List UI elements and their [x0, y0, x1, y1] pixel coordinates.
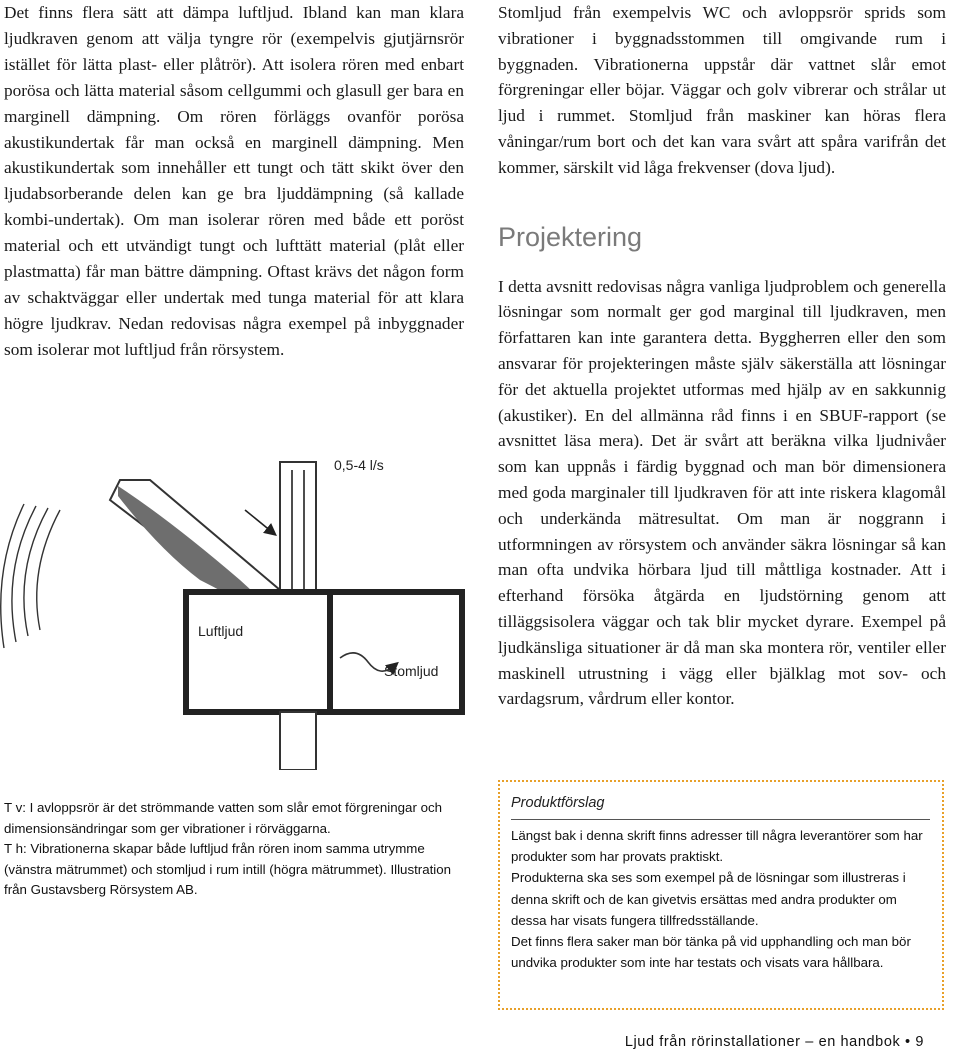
product-box-paragraph-2: Produkterna ska ses som exempel på de lösningar som illustreras i denna skrift och de kan givetvis ersättas med andra produkter om dessa har visats fungera tillfredsställande.: [511, 870, 906, 928]
sound-waves-left: [1, 504, 60, 648]
footer-title: Ljud från rörinstallationer: [624, 1034, 801, 1050]
right-body-paragraph: I detta avsnitt redovisas några vanliga ljudproblem och generella lösningar som normalt ger god marginal till ljudkraven, men författaren kan inte garantera detta. Byggherren eller den som ansvarar för projekteringen måste själv säkerställa att lösningar för det aktuella projektet utformas med hjälp av en sakkunnig (akustiker). En del allmänna råd finns i en SBUF-rapport (se avsnittet läsa mera). Det är svårt att beräkna vilka ljudnivåer som kan uppnås i färdig byggnad och man bör dimensionera med goda marginaler till ljudkraven för att inte riskera klagomål och underkända mätresultat. Om man är noggrann i utformningen av rörsystem och använder säkra lösningar så kan man ofta undvika hörbara ljud till måttliga kostnader. Att i efterhand försöka åtgärda en ljudstörning genom att tilläggsisolera väggar och tak blir mycket dyrare. Exempel på ljudkänsliga situationer är då man ska montera rör, ventiler eller maskinell utrustning i vägg eller bjälklag mot sov- och vardagsrum, vårdrum eller kontor.: [498, 276, 946, 709]
left-room: [186, 592, 330, 712]
product-box-title: Produktförslag: [511, 795, 605, 811]
left-paragraph: Det finns flera sätt att dämpa luftljud. Ibland kan man klara ljudkraven genom att välja tyngre rör (exempelvis gjutjärnsrör istället för lätta plast- eller plåtrör). Att isolera rören med enbart porösa och lätta material såsom cellgummi och glasull ger bara en marginell dämpning. Om rören förläggs ovanför porösa akustikundertak får man också en marginell dämpning. Men akustikundertak som innehåller ett tungt och tätt skikt över den ljudabsorberande delen kan ge bra ljuddämpning (så kallade kombi-undertak). Om man isolerar rören med både ett poröst material och ett utvändigt tungt och lufttätt material (plåt eller plastmatta) får man bättre dämpning. Oftast krävs det någon form av schaktväggar eller undertak med tunga material för att klara högre ljudkrav. Nedan redovisas några exempel på inbyggnader som isolerar mot luftljud från rörsystem.: [4, 3, 464, 359]
product-suggestion-box: [498, 780, 944, 1010]
pipe-sound-illustration: [0, 440, 470, 770]
pipe-exit: [280, 712, 316, 770]
right-column: [498, 0, 946, 712]
right-room: [330, 592, 462, 712]
footer-bullet: •: [905, 1034, 911, 1050]
product-box-paragraph-1: Längst bak i denna skrift finns adresser till några leverantörer som har produkter som har provats praktiskt.: [511, 828, 923, 865]
right-room-label: Stomljud: [384, 663, 439, 679]
product-box-paragraph-3: Det finns flera saker man bör tänka på vid upphandling och man bör undvika produkter som inte har testats och visats vara hållbara.: [511, 934, 911, 971]
footer-subtitle: en handbok: [818, 1034, 901, 1050]
left-column: [4, 0, 464, 363]
right-intro-paragraph: Stomljud från exempelvis WC och avloppsrör sprids som vibrationer i byggnadsstommen till omgivande rum i byggnaden. Vibrationerna uppstår där vattnet slår emot förgreningar eller böjar. Väggar och golv vibrerar och strålar ut ljud i rummet. Stomljud från maskiner kan höras flera våningar/rum bort och det kan vara svårt att spåra varifrån det kommer, särskilt vid låga frekvenser (dova ljud).: [498, 3, 946, 177]
caption-line-left: T v: I avloppsrör är det strömmande vatten som slår emot förgreningar och dimensionsändringar som ger vibrationer i rörväggarna.: [4, 800, 443, 836]
caption-line-right: T h: Vibrationerna skapar både luftljud från rören inom samma utrymme (vänstra mätrummet) och stomljud i rum intill (högra mätrummet). Illustration från Gustavsberg Rörsystem AB.: [4, 841, 452, 897]
page-footer: [625, 1034, 924, 1050]
product-box-divider: [511, 819, 930, 820]
flow-label: 0,5-4 l/s: [334, 457, 384, 473]
section-heading: Projektering: [498, 221, 643, 252]
left-room-label: Luftljud: [198, 623, 244, 639]
figure-caption: [4, 798, 452, 901]
footer-dash: –: [805, 1034, 814, 1050]
page-number: 9: [915, 1034, 924, 1050]
